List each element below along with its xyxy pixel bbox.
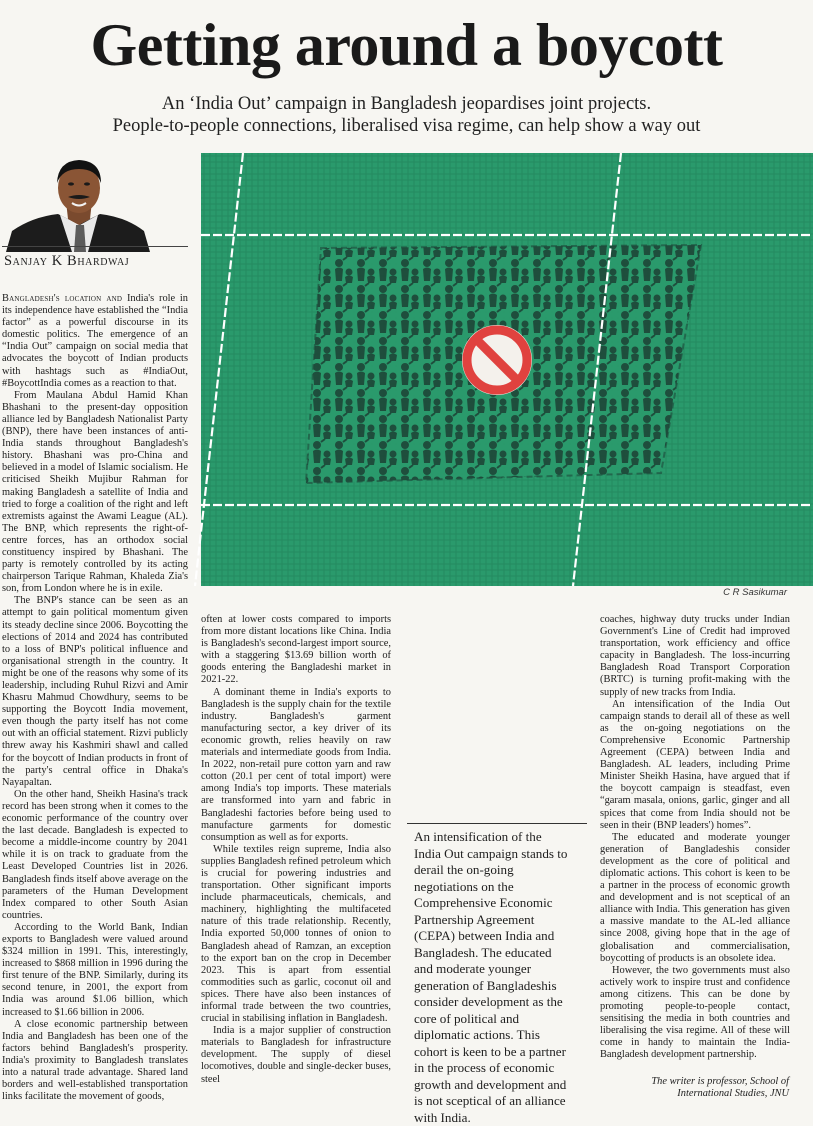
article-paragraph: often at lower costs compared to imports from more distant locations like China. India is Bangladesh's second-largest import source, with a staggering $13.69 billion worth of goods entering the Bangladeshi market in 2021-22. bbox=[201, 614, 391, 687]
illustration bbox=[201, 153, 813, 586]
pullquote-line: An intensification of the bbox=[414, 829, 588, 846]
article-paragraph: According to the World Bank, Indian exports to Bangladesh were valued around $324 million in 1991. This, interestingly, increased to $868 million in 1996 during the first tenure of the BNP. Similarly, during its second tenure, in 2001, the export from India was around $1.06 billion, which increased to $1.66 billion in 2006. bbox=[2, 922, 188, 1019]
deck bbox=[60, 93, 753, 137]
pullquote-line: cohort is keen to be a partner bbox=[414, 1044, 588, 1061]
pullquote-line: negotiations on the bbox=[414, 879, 588, 896]
article-paragraph: India is a major supplier of construction materials to Bangladesh for infrastructure development. The supply of diesel locomotives, double and single-decker buses, steel bbox=[201, 1025, 391, 1085]
pullquote-line: in the process of economic bbox=[414, 1060, 588, 1077]
author-note bbox=[651, 1076, 789, 1100]
pullquote-line: consider development as the bbox=[414, 994, 588, 1011]
article-column-1 bbox=[2, 293, 188, 1108]
article-paragraph: coaches, highway duty trucks under Indian Government's Line of Credit had improved transportation, work efficiency and office capacity in Bangladesh. The loss-incurring Bangladesh Road Transport Corporation (BRTC) is turning profit-making with the supply of new tracks from India. bbox=[600, 614, 790, 699]
pullquote bbox=[414, 829, 588, 1126]
author-portrait bbox=[2, 155, 188, 252]
author-note-line: The writer is professor, School of bbox=[651, 1076, 789, 1088]
pullquote-line: Partnership Agreement bbox=[414, 912, 588, 929]
pullquote-line: is not sceptical of an alliance bbox=[414, 1093, 588, 1110]
pullquote-line: generation of Bangladeshis bbox=[414, 978, 588, 995]
pullquote-line: and moderate younger bbox=[414, 961, 588, 978]
article-paragraph: However, the two governments must also actively work to inspire trust and confidence among citizens. This can be done by promoting people-to-people contact, sensitising the media in both countries and liberalising the visa regime. All of these will come in handy to maintain the India-Bangladesh development partnership. bbox=[600, 965, 790, 1062]
pullquote-line: India Out campaign stands to bbox=[414, 846, 588, 863]
illustration-credit: C R Sasikumar bbox=[723, 587, 787, 598]
article-paragraph: The BNP's stance can be seen as an attempt to gain political momentum given its steady decline since 2006. Boycotting the elections of 2014 and 2024 has contributed to a loss of BNP's political influence and organisational strength in the country. It might be one of the reasons why some of its leadership, including Ruhul Rizvi and Amir Khasru Mahmud Chowdhury, seems to be supporting the Boycott India movement, even though the party itself has not come out with an official statement. Rizvi publicly threw away his Kashmiri shawl and called for the boycott of Indian products in front of the party's central office in Dhaka's Nayapaltan. bbox=[2, 595, 188, 789]
article-lead-in: Bangladesh's location and bbox=[2, 293, 122, 304]
deck-line: An ‘India Out’ campaign in Bangladesh jeopardises joint projects. bbox=[60, 93, 753, 115]
pullquote-line: Bangladesh. The educated bbox=[414, 945, 588, 962]
article-paragraph: A close economic partnership between India and Bangladesh has been one of the factors behind Bangladesh's prosperity. India's proximity to Bangladesh translates into a natural trade advantage. Shared land borders and well-established transportation links facilitate the movement of goods, bbox=[2, 1019, 188, 1104]
article-column-3 bbox=[600, 614, 790, 1054]
byline: Sanjay K Bhardwaj bbox=[4, 253, 129, 270]
headline: Getting around a boycott bbox=[0, 8, 813, 82]
pullquote-line: with India. bbox=[414, 1110, 588, 1126]
article-paragraph: While textiles reign supreme, India also supplies Bangladesh refined petroleum which is crucial for powering industries and transportation. Other significant imports include pharmaceuticals, chemicals, and machinery, highlighting the multifaceted nature of this trade relationship. Recently, India exported 50,000 tonnes of onion to Bangladesh ahead of Ramzan, an exception to the export ban on the crop in December 2023. This is apart from essential commodities such as garlic, coconut oil and spices. There have also been instances of informal trade between the two countries, crucial in stabilising inflation in Bangladesh. bbox=[201, 844, 391, 1025]
article-paragraph: Bangladesh's location and India's role in its independence have established the “India factor” as a powerful discourse in its domestic politics. The emergence of an “India Out” campaign on social media that advocates the boycott of Indian products with hashtags such as #IndiaOut, #BoycottIndia comes as a reaction to that. bbox=[2, 293, 188, 390]
byline-rule bbox=[2, 246, 188, 247]
deck-line: People-to-people connections, liberalised visa regime, can help show a way out bbox=[60, 115, 753, 137]
pullquote-line: (CEPA) between India and bbox=[414, 928, 588, 945]
article-paragraph: An intensification of the India Out campaign stands to derail all of these as well as the on-going negotiations on the Comprehensive Economic Partnership Agreement (CEPA) between India and Bangladesh. AL leaders, including Prime Minister Sheikh Hasina, have argued that if the boycott campaign is steadfast, even “garam masala, onions, garlic, ginger and all spices that come from India should not be seen in their (BNP leaders') homes”. bbox=[600, 699, 790, 832]
article-paragraph: From Maulana Abdul Hamid Khan Bhashani to the present-day opposition alliance led by Bangladesh Nationalist Party (BNP), there have been instances of anti-India stands throughout Bangladesh's history. Bhashani was pro-China and believed in a model of Islamic socialism. He criticised Sheikh Mujibur Rahman for making Bangladesh a satellite of India and tried to forge a coalition of the right and left extremists against the Awami League (AL). The BNP, which represents the right-of-centre forces, has an orthodox social constituency inspired by Bhashani. The party is remotely controlled by its acting chairperson Tarique Rahman, Khaleda Zia's son, from London where he is in exile. bbox=[2, 390, 188, 596]
author-note-line: International Studies, JNU bbox=[651, 1088, 789, 1100]
article-paragraph: The educated and moderate younger generation of Bangladeshis consider development as the core of political and diplomatic actions. This cohort is keen to be a partner in the process of economic growth and development and is not sceptical of an alliance with India. This generation has given a massive mandate to the AL-led alliance since 2008, giving hope that in the age of globalisation and commercialisation, boycotting of products is an obsolete idea. bbox=[600, 832, 790, 965]
article-paragraph: A dominant theme in India's exports to Bangladesh is the supply chain for the textile industry. Bangladesh's garment manufacturing sector, a key driver of its economic growth, relies heavily on raw materials and intermediate goods from India. In 2022, non-retail pure cotton yarn and raw cotton (20.1 per cent of total import) were among India's top imports. These materials are transformed into yarn and fabric in Bangladeshi factories before being used to manufacture garments for domestic consumption as well as for exports. bbox=[201, 687, 391, 844]
article-paragraph: On the other hand, Sheikh Hasina's track record has been strong when it comes to the economic performance of the country over the last decade. Bangladesh is expected to become a middle-income country by 2041 while it is on track to graduate from the Least Developed Countries list in 2026. Bangladesh finds itself above average on the parameters of the Human Development Index compared to other South Asian countries. bbox=[2, 789, 188, 922]
pullquote-line: derail the on-going bbox=[414, 862, 588, 879]
article-column-2 bbox=[201, 614, 391, 1109]
pullquote-rule bbox=[407, 823, 587, 824]
pullquote-line: diplomatic actions. This bbox=[414, 1027, 588, 1044]
pullquote-line: core of political and bbox=[414, 1011, 588, 1028]
pullquote-line: growth and development and bbox=[414, 1077, 588, 1094]
pullquote-line: Comprehensive Economic bbox=[414, 895, 588, 912]
